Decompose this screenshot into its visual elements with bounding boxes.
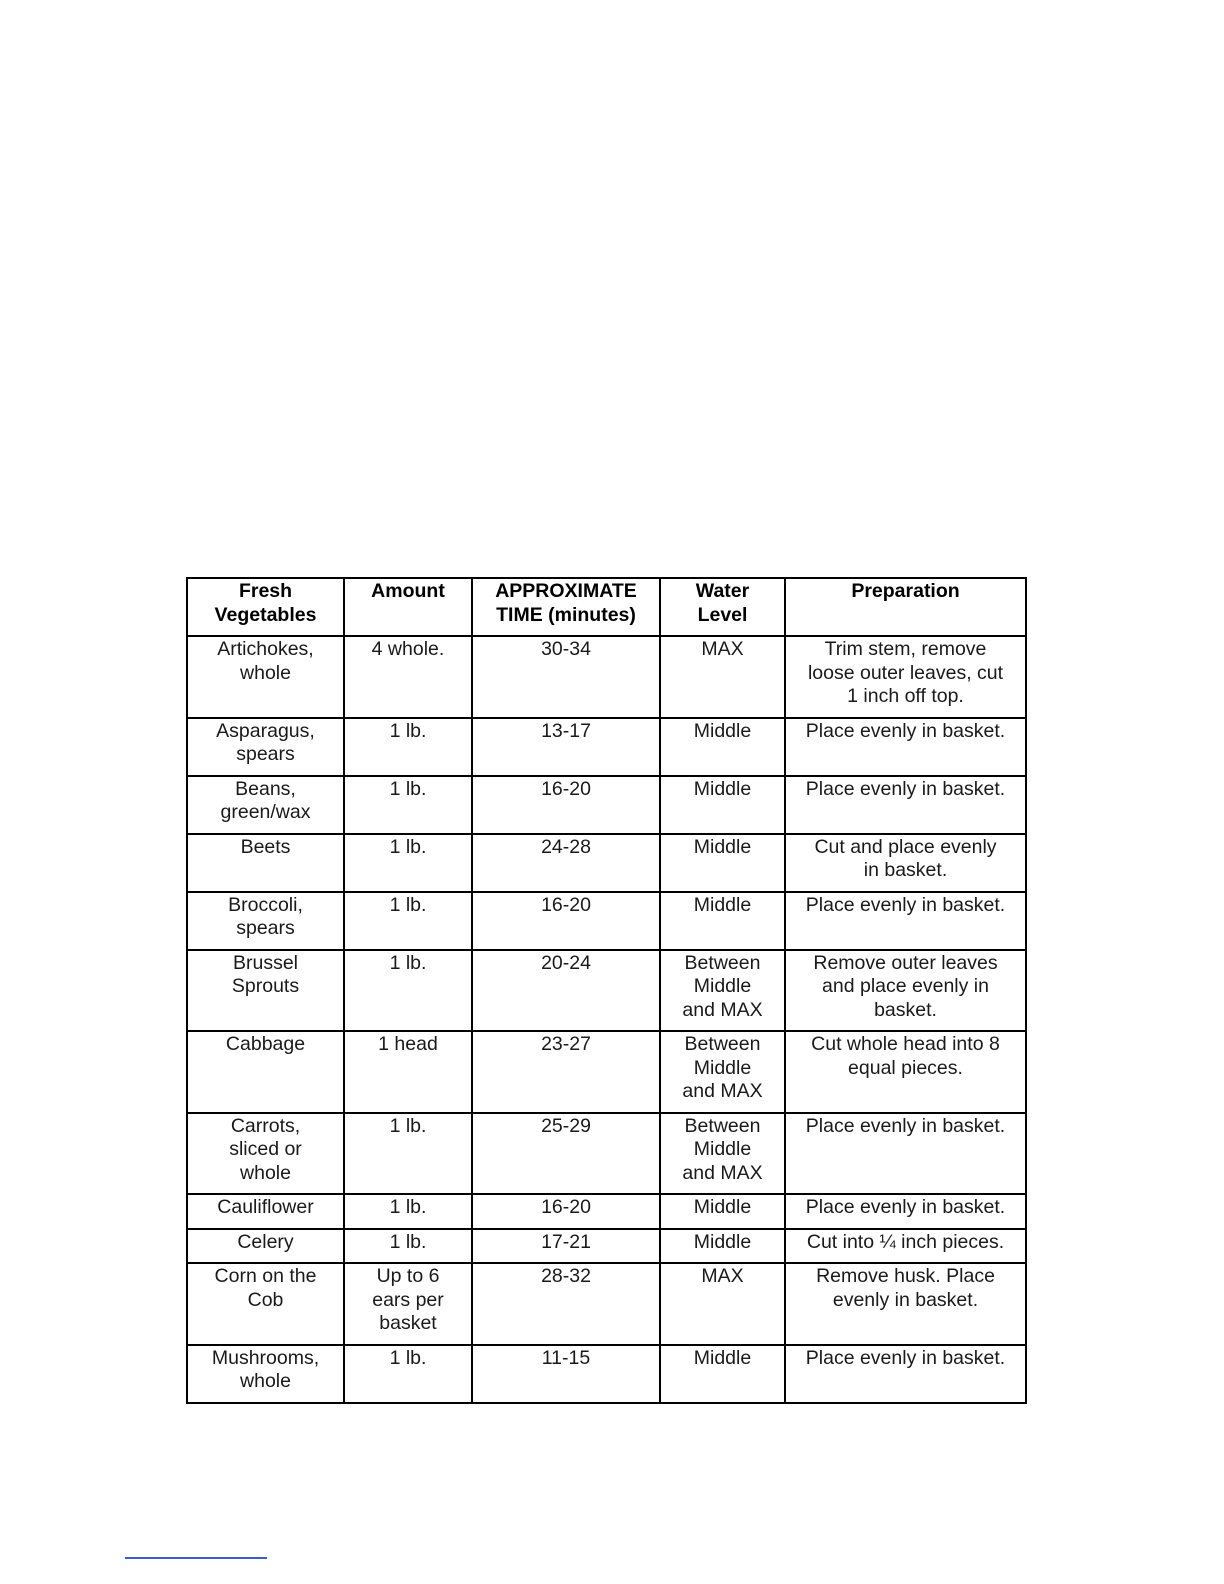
vegetable-cell: Beans, green/wax — [187, 776, 344, 834]
header-approximate-time: APPROXIMATE TIME (minutes) — [472, 578, 660, 636]
vegetable-cell: Carrots, sliced or whole — [187, 1113, 344, 1195]
table-row — [187, 1263, 1026, 1345]
header-amount: Amount — [344, 578, 472, 636]
vegetable-cell: Brussel Sprouts — [187, 950, 344, 1032]
preparation-cell: Place evenly in basket. — [785, 1113, 1026, 1195]
water-level-cell: Between Middle and MAX — [660, 1031, 785, 1113]
preparation-cell: Place evenly in basket. — [785, 718, 1026, 776]
time-cell: 28-32 — [472, 1263, 660, 1345]
table-row — [187, 1113, 1026, 1195]
vegetable-cell: Cabbage — [187, 1031, 344, 1113]
water-level-cell: Between Middle and MAX — [660, 950, 785, 1032]
amount-cell: 1 lb. — [344, 834, 472, 892]
amount-cell: 1 lb. — [344, 892, 472, 950]
vegetable-steaming-table — [186, 577, 1027, 1404]
preparation-cell: Place evenly in basket. — [785, 1345, 1026, 1403]
time-cell: 16-20 — [472, 892, 660, 950]
water-level-cell: Middle — [660, 776, 785, 834]
preparation-cell: Place evenly in basket. — [785, 892, 1026, 950]
vegetable-cell: Beets — [187, 834, 344, 892]
water-level-cell: MAX — [660, 636, 785, 718]
vegetable-cell: Mushrooms, whole — [187, 1345, 344, 1403]
time-cell: 24-28 — [472, 834, 660, 892]
time-cell: 20-24 — [472, 950, 660, 1032]
water-level-cell: Middle — [660, 1345, 785, 1403]
preparation-cell: Remove outer leaves and place evenly in basket. — [785, 950, 1026, 1032]
preparation-cell: Trim stem, remove loose outer leaves, cut 1 inch off top. — [785, 636, 1026, 718]
header-preparation: Preparation — [785, 578, 1026, 636]
time-cell: 13-17 — [472, 718, 660, 776]
table-row — [187, 892, 1026, 950]
time-cell: 25-29 — [472, 1113, 660, 1195]
table-row — [187, 1345, 1026, 1403]
table-row — [187, 950, 1026, 1032]
table-row — [187, 636, 1026, 718]
vegetable-cell: Artichokes, whole — [187, 636, 344, 718]
amount-cell: 1 lb. — [344, 1194, 472, 1229]
water-level-cell: Middle — [660, 834, 785, 892]
table-row — [187, 1031, 1026, 1113]
amount-cell: 1 lb. — [344, 1345, 472, 1403]
table-row — [187, 1229, 1026, 1264]
vegetable-cell: Corn on the Cob — [187, 1263, 344, 1345]
preparation-cell: Place evenly in basket. — [785, 776, 1026, 834]
amount-cell: 1 lb. — [344, 950, 472, 1032]
vegetable-cell: Broccoli, spears — [187, 892, 344, 950]
amount-cell: 1 lb. — [344, 1229, 472, 1264]
preparation-cell: Remove husk. Place evenly in basket. — [785, 1263, 1026, 1345]
amount-cell: 1 lb. — [344, 1113, 472, 1195]
amount-cell: 1 head — [344, 1031, 472, 1113]
water-level-cell: Middle — [660, 892, 785, 950]
table-row — [187, 776, 1026, 834]
table-header-row — [187, 578, 1026, 636]
water-level-cell: MAX — [660, 1263, 785, 1345]
preparation-cell: Cut and place evenly in basket. — [785, 834, 1026, 892]
vegetable-cell: Asparagus, spears — [187, 718, 344, 776]
table-row — [187, 718, 1026, 776]
vegetable-cell: Celery — [187, 1229, 344, 1264]
water-level-cell: Middle — [660, 718, 785, 776]
header-fresh-vegetables: Fresh Vegetables — [187, 578, 344, 636]
amount-cell: Up to 6 ears per basket — [344, 1263, 472, 1345]
water-level-cell: Middle — [660, 1229, 785, 1264]
vegetable-cell: Cauliflower — [187, 1194, 344, 1229]
time-cell: 23-27 — [472, 1031, 660, 1113]
footnote-separator-rule — [125, 1557, 267, 1559]
table-row — [187, 1194, 1026, 1229]
preparation-cell: Cut into ¼ inch pieces. — [785, 1229, 1026, 1264]
time-cell: 16-20 — [472, 1194, 660, 1229]
amount-cell: 4 whole. — [344, 636, 472, 718]
preparation-cell: Place evenly in basket. — [785, 1194, 1026, 1229]
table-body — [187, 636, 1026, 1403]
preparation-cell: Cut whole head into 8 equal pieces. — [785, 1031, 1026, 1113]
time-cell: 16-20 — [472, 776, 660, 834]
water-level-cell: Middle — [660, 1194, 785, 1229]
time-cell: 30-34 — [472, 636, 660, 718]
amount-cell: 1 lb. — [344, 718, 472, 776]
time-cell: 11-15 — [472, 1345, 660, 1403]
header-water-level: Water Level — [660, 578, 785, 636]
amount-cell: 1 lb. — [344, 776, 472, 834]
water-level-cell: Between Middle and MAX — [660, 1113, 785, 1195]
table-row — [187, 834, 1026, 892]
time-cell: 17-21 — [472, 1229, 660, 1264]
